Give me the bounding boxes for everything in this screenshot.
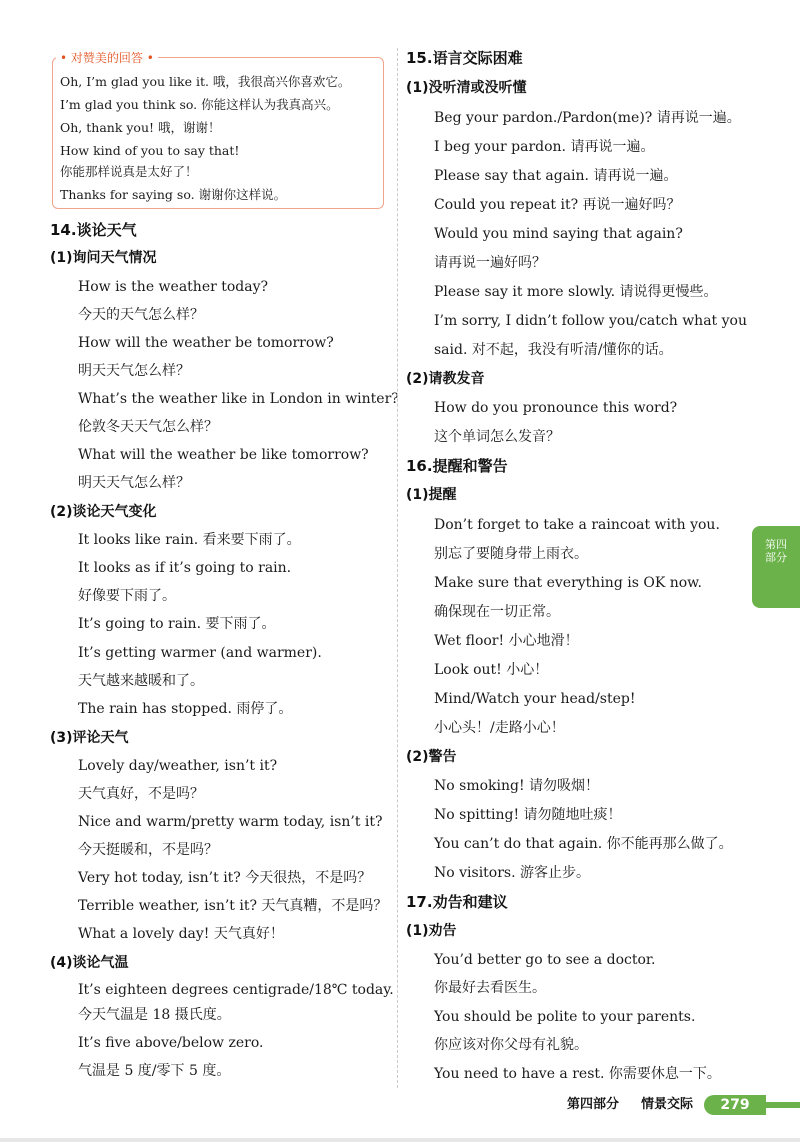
phrase-line: Nice and warm/pretty warm today, isn’t it? (78, 814, 383, 830)
page-badge-bar (766, 1102, 800, 1108)
phrase-line: You’d better go to see a doctor. (434, 952, 656, 968)
phrase-line: Mind/Watch your head/step! (434, 691, 636, 707)
phrase-line: Terrible weather, isn’t it? 天气真糟，不是吗？ (78, 898, 388, 914)
phrase-line: It’s eighteen degrees centigrade/18℃ today. (78, 982, 394, 998)
phrase-line: How is the weather today? (78, 279, 269, 295)
phrase-line: No visitors. 游客止步。 (434, 865, 591, 881)
page-number-badge: 279 (704, 1095, 766, 1115)
phrase-line: 明天天气怎么样？ (78, 475, 190, 491)
phrase-line: 今天气温是 18 摄氏度。 (78, 1007, 231, 1023)
phrase-line: I beg your pardon. 请再说一遍。 (434, 139, 655, 155)
phrase-line: 请再说一遍好吗？ (434, 255, 546, 271)
phrase-line: 你应该对你父母有礼貌。 (434, 1037, 588, 1053)
praise-line: Oh, thank you! 哦，谢谢！ (60, 120, 221, 135)
footer-topic: 情景交际 (641, 1097, 694, 1112)
phrase-line: No smoking! 请勿吸烟！ (434, 778, 600, 794)
phrase-line: You can’t do that again. 你不能再那么做了。 (434, 836, 733, 852)
subsection-weather-change-title: (2)谈论天气变化 (50, 504, 157, 520)
phrase-line: Don’t forget to take a raincoat with you. (434, 517, 720, 533)
phrase-line: I’m sorry, I didn’t follow you/catch what you (434, 313, 747, 329)
bottom-edge (0, 1138, 800, 1142)
subsection-warning-title: (2)警告 (406, 749, 457, 765)
phrase-line: It’s getting warmer (and warmer). (78, 645, 322, 661)
phrase-line: 气温是 5 度/零下 5 度。 (78, 1063, 231, 1079)
section-14-title: 14.谈论天气 (50, 221, 137, 239)
phrase-line: It looks as if it’s going to rain. (78, 560, 292, 576)
phrase-line: Beg your pardon./Pardon(me)? 请再说一遍。 (434, 110, 741, 126)
section-15-title: 15.语言交际困难 (406, 49, 523, 67)
phrase-line: How do you pronounce this word? (434, 400, 678, 416)
phrase-line: Make sure that everything is OK now. (434, 575, 702, 591)
subsection-weather-comment-title: (3)评论天气 (50, 730, 129, 746)
phrase-line: 这个单词怎么发音？ (434, 429, 560, 445)
phrase-line: 今天的天气怎么样？ (78, 307, 204, 323)
phrase-line: 好像要下雨了。 (78, 588, 176, 604)
column-divider (397, 48, 398, 1088)
phrase-line: 你最好去看医生。 (434, 980, 546, 996)
phrase-line: It’s going to rain. 要下雨了。 (78, 616, 276, 632)
phrase-line: It looks like rain. 看来要下雨了。 (78, 532, 301, 548)
phrase-line: What will the weather be like tomorrow? (78, 447, 369, 463)
subsection-not-understood-title: (1)没听清或没听懂 (406, 80, 527, 96)
phrase-line: Please say it more slowly. 请说得更慢些。 (434, 284, 718, 300)
phrase-line: You need to have a rest. 你需要休息一下。 (434, 1066, 721, 1082)
phrase-line: said. 对不起，我没有听清/懂你的话。 (434, 342, 673, 358)
side-tab-text: 部分 (765, 551, 787, 564)
phrase-line: 明天天气怎么样？ (78, 363, 190, 379)
phrase-line: No spitting! 请勿随地吐痰！ (434, 807, 622, 823)
phrase-line: Would you mind saying that again? (434, 226, 683, 242)
phrase-line: Wet floor! 小心地滑！ (434, 633, 579, 649)
phrase-line: Could you repeat it? 再说一遍好吗？ (434, 197, 681, 213)
phrase-line: You should be polite to your parents. (434, 1009, 696, 1025)
phrase-line: Look out! 小心！ (434, 662, 549, 678)
section-16-title: 16.提醒和警告 (406, 457, 508, 475)
subsection-advice-title: (1)劝告 (406, 923, 457, 939)
section-17-title: 17.劝告和建议 (406, 893, 508, 911)
praise-box-label: • 对赞美的回答 • (56, 50, 158, 66)
phrase-line: 小心头！/走路小心！ (434, 720, 565, 736)
part-side-tab (752, 526, 800, 608)
praise-line: Thanks for saying so. 谢谢你这样说。 (60, 187, 287, 202)
subsection-weather-inquiry-title: (1)询问天气情况 (50, 250, 157, 266)
subsection-reminder-title: (1)提醒 (406, 487, 457, 503)
phrase-line: The rain has stopped. 雨停了。 (78, 701, 293, 717)
praise-line: 你能那样说真是太好了！ (60, 164, 198, 179)
phrase-line: 别忘了要随身带上雨衣。 (434, 546, 588, 562)
phrase-line: Very hot today, isn’t it? 今天很热，不是吗？ (78, 870, 372, 886)
praise-line: How kind of you to say that! (60, 143, 240, 158)
phrase-line: 确保现在一切正常。 (434, 604, 560, 620)
side-tab-text: 第四 (765, 538, 787, 551)
subsection-temperature-title: (4)谈论气温 (50, 955, 129, 971)
praise-line: I’m glad you think so. 你能这样认为我真高兴。 (60, 97, 339, 112)
footer-part: 第四部分 (567, 1097, 620, 1112)
subsection-pronunciation-title: (2)请教发音 (406, 371, 485, 387)
phrase-line: What’s the weather like in London in winter? (78, 391, 399, 407)
phrase-line: 天气真好，不是吗？ (78, 786, 204, 802)
phrase-line: How will the weather be tomorrow? (78, 335, 334, 351)
phrase-line: It’s five above/below zero. (78, 1035, 264, 1051)
phrase-line: Please say that again. 请再说一遍。 (434, 168, 678, 184)
phrase-line: 今天挺暖和，不是吗？ (78, 842, 218, 858)
phrase-line: What a lovely day! 天气真好！ (78, 926, 284, 942)
praise-line: Oh, I’m glad you like it. 哦，我很高兴你喜欢它。 (60, 74, 351, 89)
phrase-line: 天气越来越暖和了。 (78, 673, 204, 689)
phrase-line: 伦敦冬天天气怎么样？ (78, 419, 218, 435)
phrase-line: Lovely day/weather, isn’t it? (78, 758, 278, 774)
